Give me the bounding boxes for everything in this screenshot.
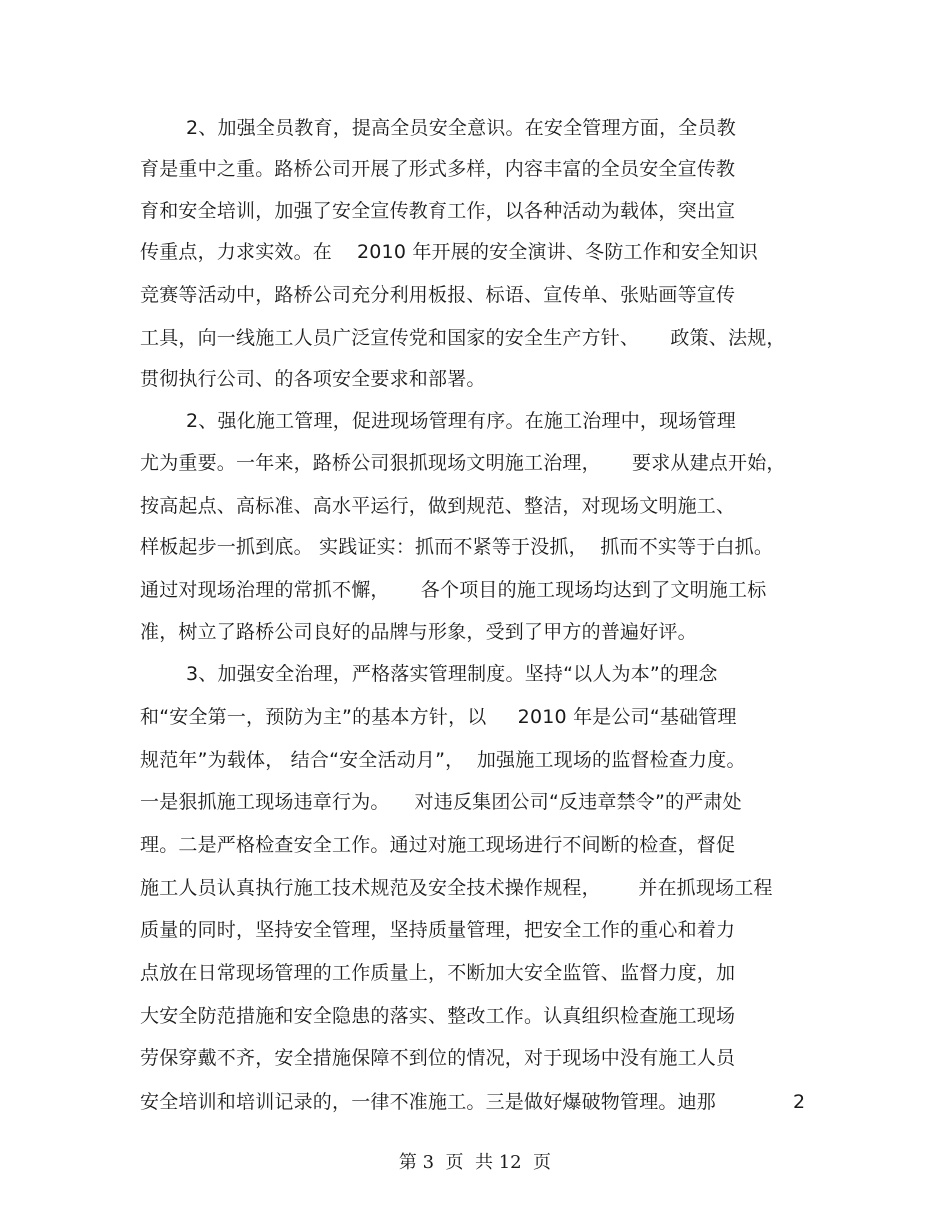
- paragraph-1-line-6: 工具，向一线施工人员广泛宣传党和国家的安全生产方针、 政策、法规，: [140, 327, 786, 349]
- page-footer: 第 3 页 共 12 页: [398, 1152, 552, 1173]
- paragraph-2-line-1: 2、强化施工管理，促进现场管理有序。在施工治理中，现场管理: [186, 410, 736, 432]
- paragraph-3-line-6: 施工人员认真执行施工技术规范及安全技术操作规程， 并在抓现场工程: [140, 877, 773, 899]
- paragraph-3-line-2: 和“安全第一，预防为主”的基本方针，以 2010 年是公司“基础管理: [140, 706, 737, 728]
- paragraph-1-line-4: 传重点，力求实效。在 2010 年开展的安全演讲、冬防工作和安全知识: [140, 241, 758, 263]
- paragraph-1-line-3: 育和安全培训，加强了安全宣传教育工作，以各种活动为载体，突出宣: [140, 200, 736, 222]
- paragraph-3-line-5: 理。二是严格检查安全工作。通过对施工现场进行不间断的检查，督促: [140, 834, 736, 856]
- paragraph-2-line-4: 样板起步一抓到底。 实践证实：抓而不紧等于没抓， 抓而不实等于白抓。: [140, 536, 774, 558]
- paragraph-3-line-4: 一是狠抓施工现场违章行为。 对违反集团公司“反违章禁令”的严肃处: [140, 791, 742, 813]
- paragraph-1-line-5: 竞赛等活动中，路桥公司充分利用板报、标语、宣传单、张贴画等宣传: [140, 284, 736, 306]
- paragraph-1-line-7: 贯彻执行公司、的各项安全要求和部署。: [140, 368, 486, 390]
- margin-number: 2: [793, 1091, 806, 1113]
- paragraph-3-line-11: 安全培训和培训记录的，一律不准施工。三是做好爆破物管理。迪那: [140, 1091, 717, 1113]
- paragraph-3-line-7: 质量的同时，坚持安全管理，坚持质量管理，把安全工作的重心和着力: [140, 919, 736, 941]
- paragraph-1-line-2: 育是重中之重。路桥公司开展了形式多样，内容丰富的全员安全宣传教: [140, 158, 736, 180]
- paragraph-3-line-1: 3、加强安全治理，严格落实管理制度。坚持“以人为本”的理念: [186, 663, 718, 685]
- paragraph-2-line-5: 通过对现场治理的常抓不懈， 各个项目的施工现场均达到了文明施工标: [140, 579, 767, 601]
- paragraph-2-line-2: 尤为重要。一年来，路桥公司狠抓现场文明施工治理， 要求从建点开始，: [140, 452, 786, 474]
- paragraph-3-line-8: 点放在日常现场管理的工作质量上，不断加大安全监管、监督力度，加: [140, 962, 736, 984]
- paragraph-2-line-3: 按高起点、高标准、高水平运行，做到规范、整洁，对现场文明施工、: [140, 495, 736, 517]
- paragraph-3-line-3: 规范年”为载体， 结合“安全活动月”， 加强施工现场的监督检查力度。: [140, 749, 746, 771]
- paragraph-3-line-10: 劳保穿戴不齐，安全措施保障不到位的情况，对于现场中没有施工人员: [140, 1047, 736, 1069]
- paragraph-2-line-6: 准，树立了路桥公司良好的品牌与形象，受到了甲方的普遍好评。: [140, 621, 697, 643]
- paragraph-3-line-9: 大安全防范措施和安全隐患的落实、整改工作。认真组织检查施工现场: [140, 1005, 736, 1027]
- paragraph-1-line-1: 2、加强全员教育，提高全员安全意识。在安全管理方面，全员教: [186, 117, 736, 139]
